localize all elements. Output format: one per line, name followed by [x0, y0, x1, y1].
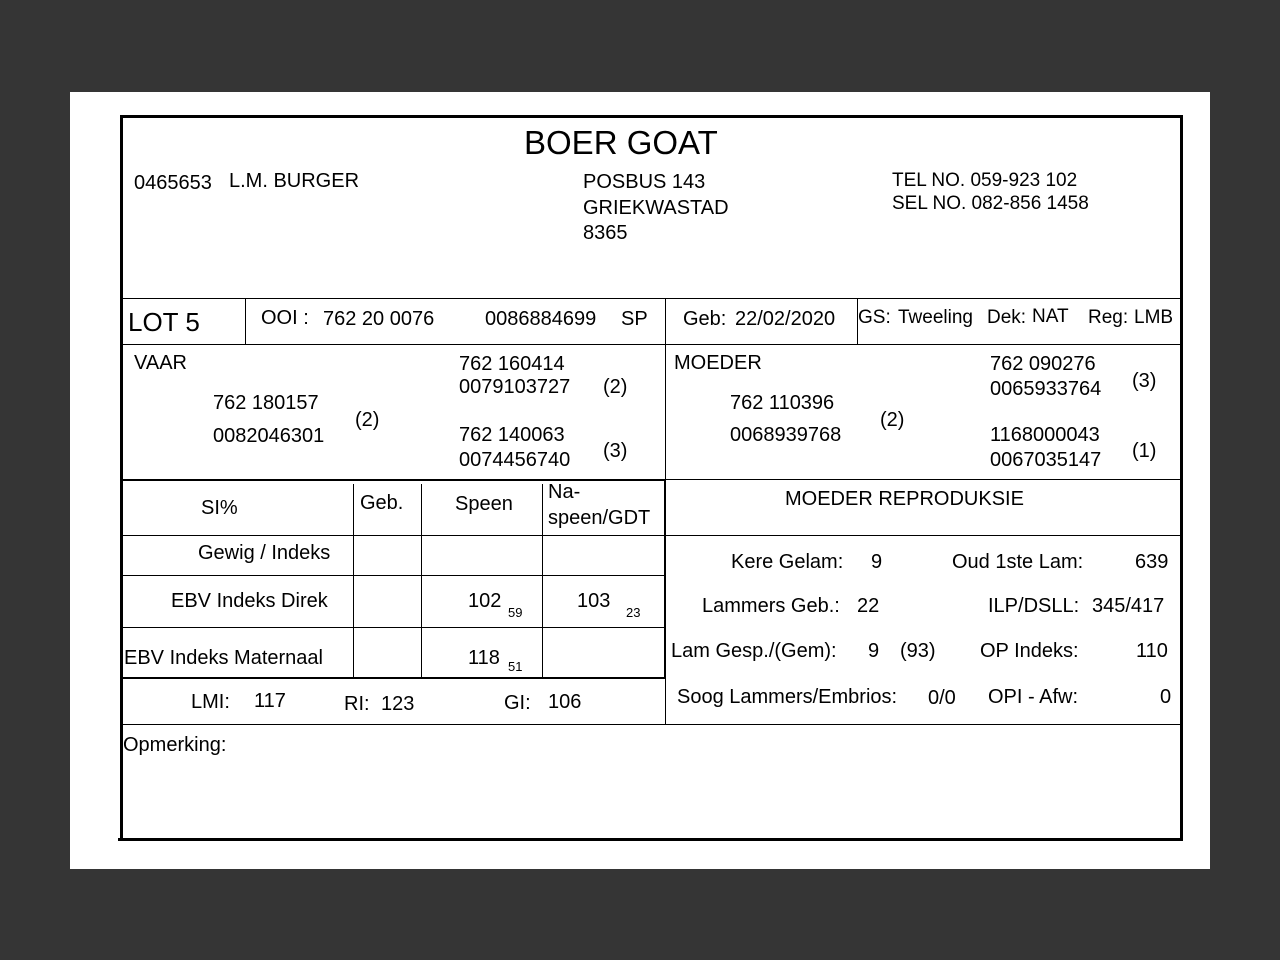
row-label-direk: EBV Indeks Direk — [171, 590, 328, 612]
dam-sire-grade: (3) — [1132, 370, 1157, 392]
divider-gewig-row — [122, 575, 665, 576]
opi-label: OPI - Afw: — [988, 686, 1079, 708]
repro-title: MOEDER REPRODUKSIE — [785, 488, 1024, 510]
dam-sire-id: 0065933764 — [990, 378, 1102, 400]
breeder-name: L.M. BURGER — [229, 170, 360, 192]
dam-dam-grade: (1) — [1132, 440, 1157, 462]
ooi-sp: SP — [621, 308, 648, 330]
mat-speen-sub: 51 — [508, 659, 523, 674]
ilp-value: 345/417 — [1092, 595, 1165, 617]
kere-label: Kere Gelam: — [731, 551, 844, 573]
ri-label: RI: — [344, 693, 370, 715]
address-line-1: POSBUS 143 — [583, 171, 706, 193]
ilp-label: ILP/DSLL: — [988, 595, 1080, 617]
divider-col-naspeen — [542, 484, 543, 679]
direk-naspeen-value: 103 — [577, 590, 611, 612]
divider-direk-row — [122, 627, 665, 628]
direk-speen-value: 102 — [468, 590, 502, 612]
card-title: BOER GOAT — [524, 124, 718, 161]
gs-value: Tweeling — [898, 307, 973, 328]
birth-label: Geb: — [683, 308, 727, 330]
ooi-number: 762 20 0076 — [323, 308, 435, 330]
divider-lot-v — [245, 298, 246, 344]
col-header-si: SI% — [201, 497, 238, 519]
oud-value: 639 — [1135, 551, 1169, 573]
ooi-id: 0086884699 — [485, 308, 597, 330]
sire-sire-id: 0079103727 — [459, 376, 571, 398]
divider-col-speen — [421, 484, 422, 679]
divider-perf-right — [664, 479, 666, 679]
lmi-value: 117 — [254, 690, 286, 712]
sire-dam-grade: (3) — [603, 440, 628, 462]
dam-dam-id: 0067035147 — [990, 449, 1102, 471]
member-number: 0465653 — [134, 172, 212, 194]
divider-lot-bottom — [122, 344, 1180, 345]
dam-dam-number: 1168000043 — [990, 424, 1100, 446]
sire-number: 762 180157 — [213, 392, 319, 414]
divider-mat-row — [122, 677, 666, 679]
gesp-value: 9 — [868, 640, 880, 662]
frame-right — [1180, 115, 1183, 840]
remarks-label: Opmerking: — [123, 734, 227, 756]
lammers-value: 22 — [857, 595, 880, 617]
address-line-3: 8365 — [583, 222, 628, 244]
col-header-naspeen-1: Na- — [548, 481, 581, 503]
cell-number: SEL NO. 082-856 1458 — [892, 193, 1089, 214]
dam-grade: (2) — [880, 409, 905, 431]
row-label-gewig: Gewig / Indeks — [198, 542, 331, 564]
frame-left — [120, 115, 123, 840]
row-label-maternaal: EBV Indeks Maternaal — [124, 647, 323, 669]
lammers-label: Lammers Geb.: — [702, 595, 840, 617]
sire-sire-grade: (2) — [603, 376, 628, 398]
mat-speen-value: 118 — [468, 647, 500, 669]
gs-label: GS: — [858, 307, 891, 328]
tel-number: TEL NO. 059-923 102 — [892, 170, 1078, 191]
divider-header-row — [122, 535, 1180, 536]
op-value: 110 — [1136, 640, 1168, 662]
soog-value: 0/0 — [928, 687, 956, 709]
dam-number: 762 110396 — [730, 392, 835, 414]
col-header-geb: Geb. — [360, 492, 404, 514]
oud-label: Oud 1ste Lam: — [952, 551, 1084, 573]
divider-perf-top-left — [122, 479, 666, 481]
col-header-naspeen-2: speen/GDT — [548, 507, 651, 529]
address-line-2: GRIEKWASTAD — [583, 197, 729, 219]
sire-dam-id: 0074456740 — [459, 449, 571, 471]
birth-date: 22/02/2020 — [735, 308, 836, 330]
lmi-label: LMI: — [191, 691, 230, 713]
gesp-label: Lam Gesp./(Gem): — [671, 640, 837, 662]
reg-label: Reg: — [1088, 307, 1129, 328]
dam-section-label: MOEDER — [674, 352, 762, 374]
soog-label: Soog Lammers/Embrios: — [677, 686, 898, 708]
op-label: OP Indeks: — [980, 640, 1079, 662]
sire-section-label: VAAR — [134, 352, 187, 374]
reg-value: LMB — [1134, 307, 1174, 328]
opi-value: 0 — [1160, 686, 1172, 708]
lot-number: LOT 5 — [128, 307, 200, 337]
divider-col-geb — [353, 484, 354, 679]
ri-value: 123 — [381, 693, 415, 715]
direk-naspeen-sub: 23 — [626, 605, 641, 620]
divider-remarks — [122, 724, 1180, 725]
col-header-speen: Speen — [455, 493, 513, 515]
sire-sire-number: 762 160414 — [459, 353, 565, 375]
divider-perf-top-right — [666, 479, 1180, 480]
dam-sire-number: 762 090276 — [990, 353, 1096, 375]
sire-dam-number: 762 140063 — [459, 424, 565, 446]
sire-grade: (2) — [355, 409, 380, 431]
divider-lot-top — [122, 298, 1180, 299]
kere-value: 9 — [871, 551, 883, 573]
gi-label: GI: — [504, 692, 531, 714]
frame-bottom — [118, 838, 1183, 841]
gesp-gem: (93) — [900, 640, 936, 662]
ooi-label: OOI : — [261, 307, 309, 329]
gi-value: 106 — [548, 691, 582, 713]
sire-id: 0082046301 — [213, 425, 325, 447]
frame-top — [120, 115, 1183, 118]
dek-value: NAT — [1032, 306, 1069, 327]
dek-label: Dek: — [987, 307, 1027, 328]
direk-speen-sub: 59 — [508, 605, 523, 620]
dam-id: 0068939768 — [730, 424, 842, 446]
